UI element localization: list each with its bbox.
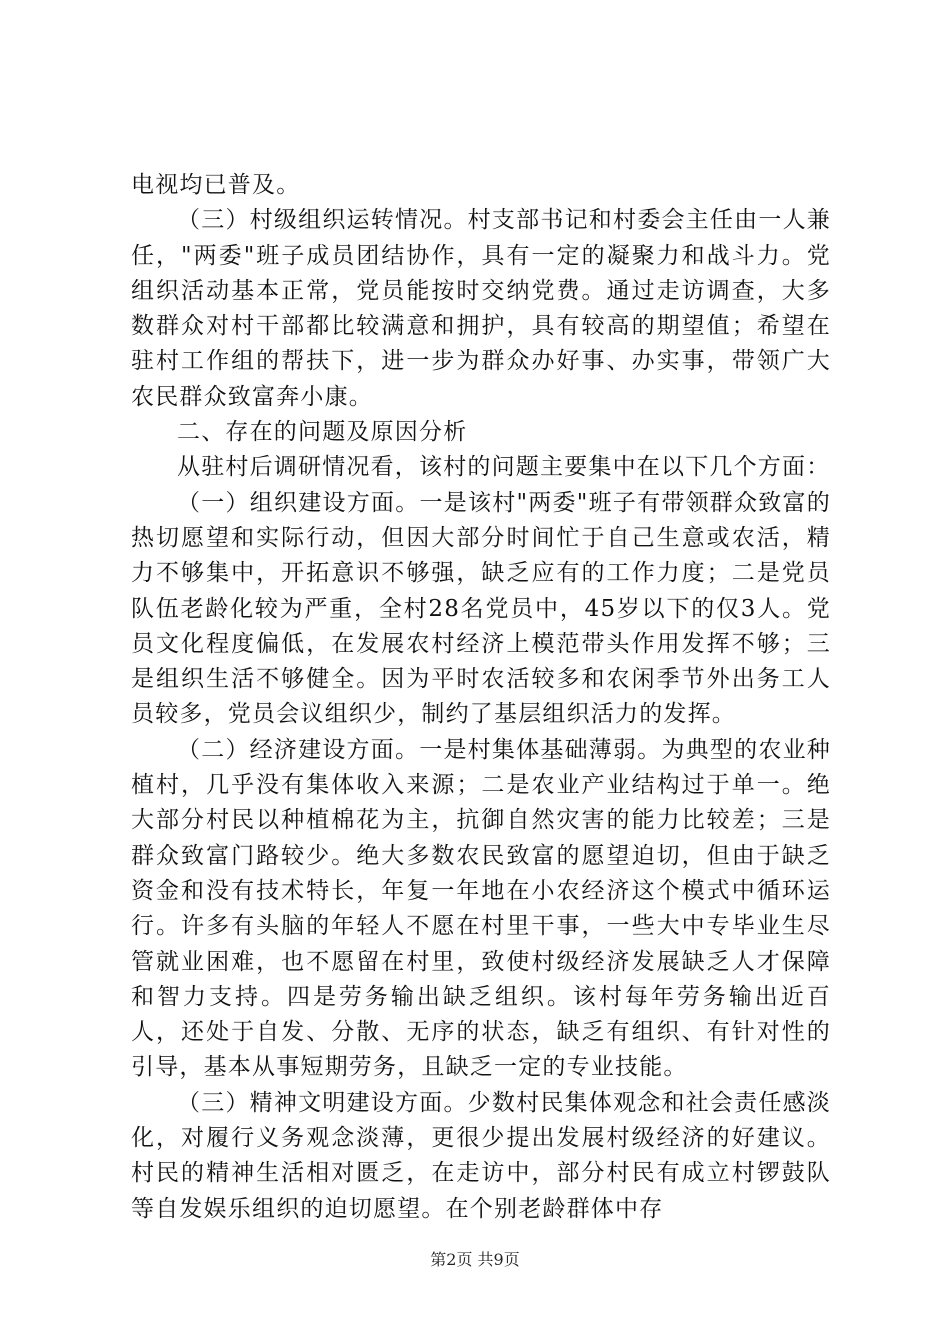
paragraph-4: （一）组织建设方面。一是该村"两委"班子有带领群众致富的热切愿望和实际行动，但因大部分时间忙于自己生意或农活，精力不够集中，开拓意识不够强，缺乏应有的工作力度；二是党员队伍老龄化较为严重，全村28名党员中，45岁以下的仅3人。党员文化程度偏低，在发展农村经济上模范带头作用发挥不够；三是组织生活不够健全。因为平时农活较多和农闲季节外出务工人员较多，党员会议组织少，制约了基层组织活力的发挥。 <box>131 489 831 728</box>
paragraph-2: （三）村级组织运转情况。村支部书记和村委会主任由一人兼任，"两委"班子成员团结协作，具有一定的凝聚力和战斗力。党组织活动基本正常，党员能按时交纳党费。通过走访调查，大多数群众对村干部都比较满意和拥护，具有较高的期望值；希望在驻村工作组的帮扶下，进一步为群众办好事、办实事，带领广大农民群众致富奔小康。 <box>131 207 831 410</box>
page-footer: 第2页 共9页 <box>430 1250 520 1269</box>
paragraph-3: 从驻村后调研情况看，该村的问题主要集中在以下几个方面： <box>177 454 831 481</box>
paragraph-5: （二）经济建设方面。一是村集体基础薄弱。为典型的农业种植村，几乎没有集体收入来源；二是农业产业结构过于单一。绝大部分村民以种植棉花为主，抗御自然灾害的能力比较差；三是群众致富门路较少。绝大多数农民致富的愿望迫切，但由于缺乏资金和没有技术特长，年复一年地在小农经济这个模式中循环运行。许多有头脑的年轻人不愿在村里干事，一些大中专毕业生尽管就业困难，也不愿留在村里，致使村级经济发展缺乏人才保障和智力支持。四是劳务输出缺乏组织。该村每年劳务输出近百人，还处于自发、分散、无序的状态，缺乏有组织、有针对性的引导，基本从事短期劳务，且缺乏一定的专业技能。 <box>131 736 831 1081</box>
paragraph-6: （三）精神文明建设方面。少数村民集体观念和社会责任感淡化，对履行义务观念淡薄，更很少提出发展村级经济的好建议。村民的精神生活相对匮乏，在走访中，部分村民有成立村锣鼓队等自发娱乐组织的迫切愿望。在个别老龄群体中存 <box>131 1089 831 1222</box>
paragraph-1: 电视均已普及。 <box>131 172 301 198</box>
section-heading: 二、存在的问题及原因分析 <box>177 419 468 446</box>
document-body <box>131 168 831 1227</box>
